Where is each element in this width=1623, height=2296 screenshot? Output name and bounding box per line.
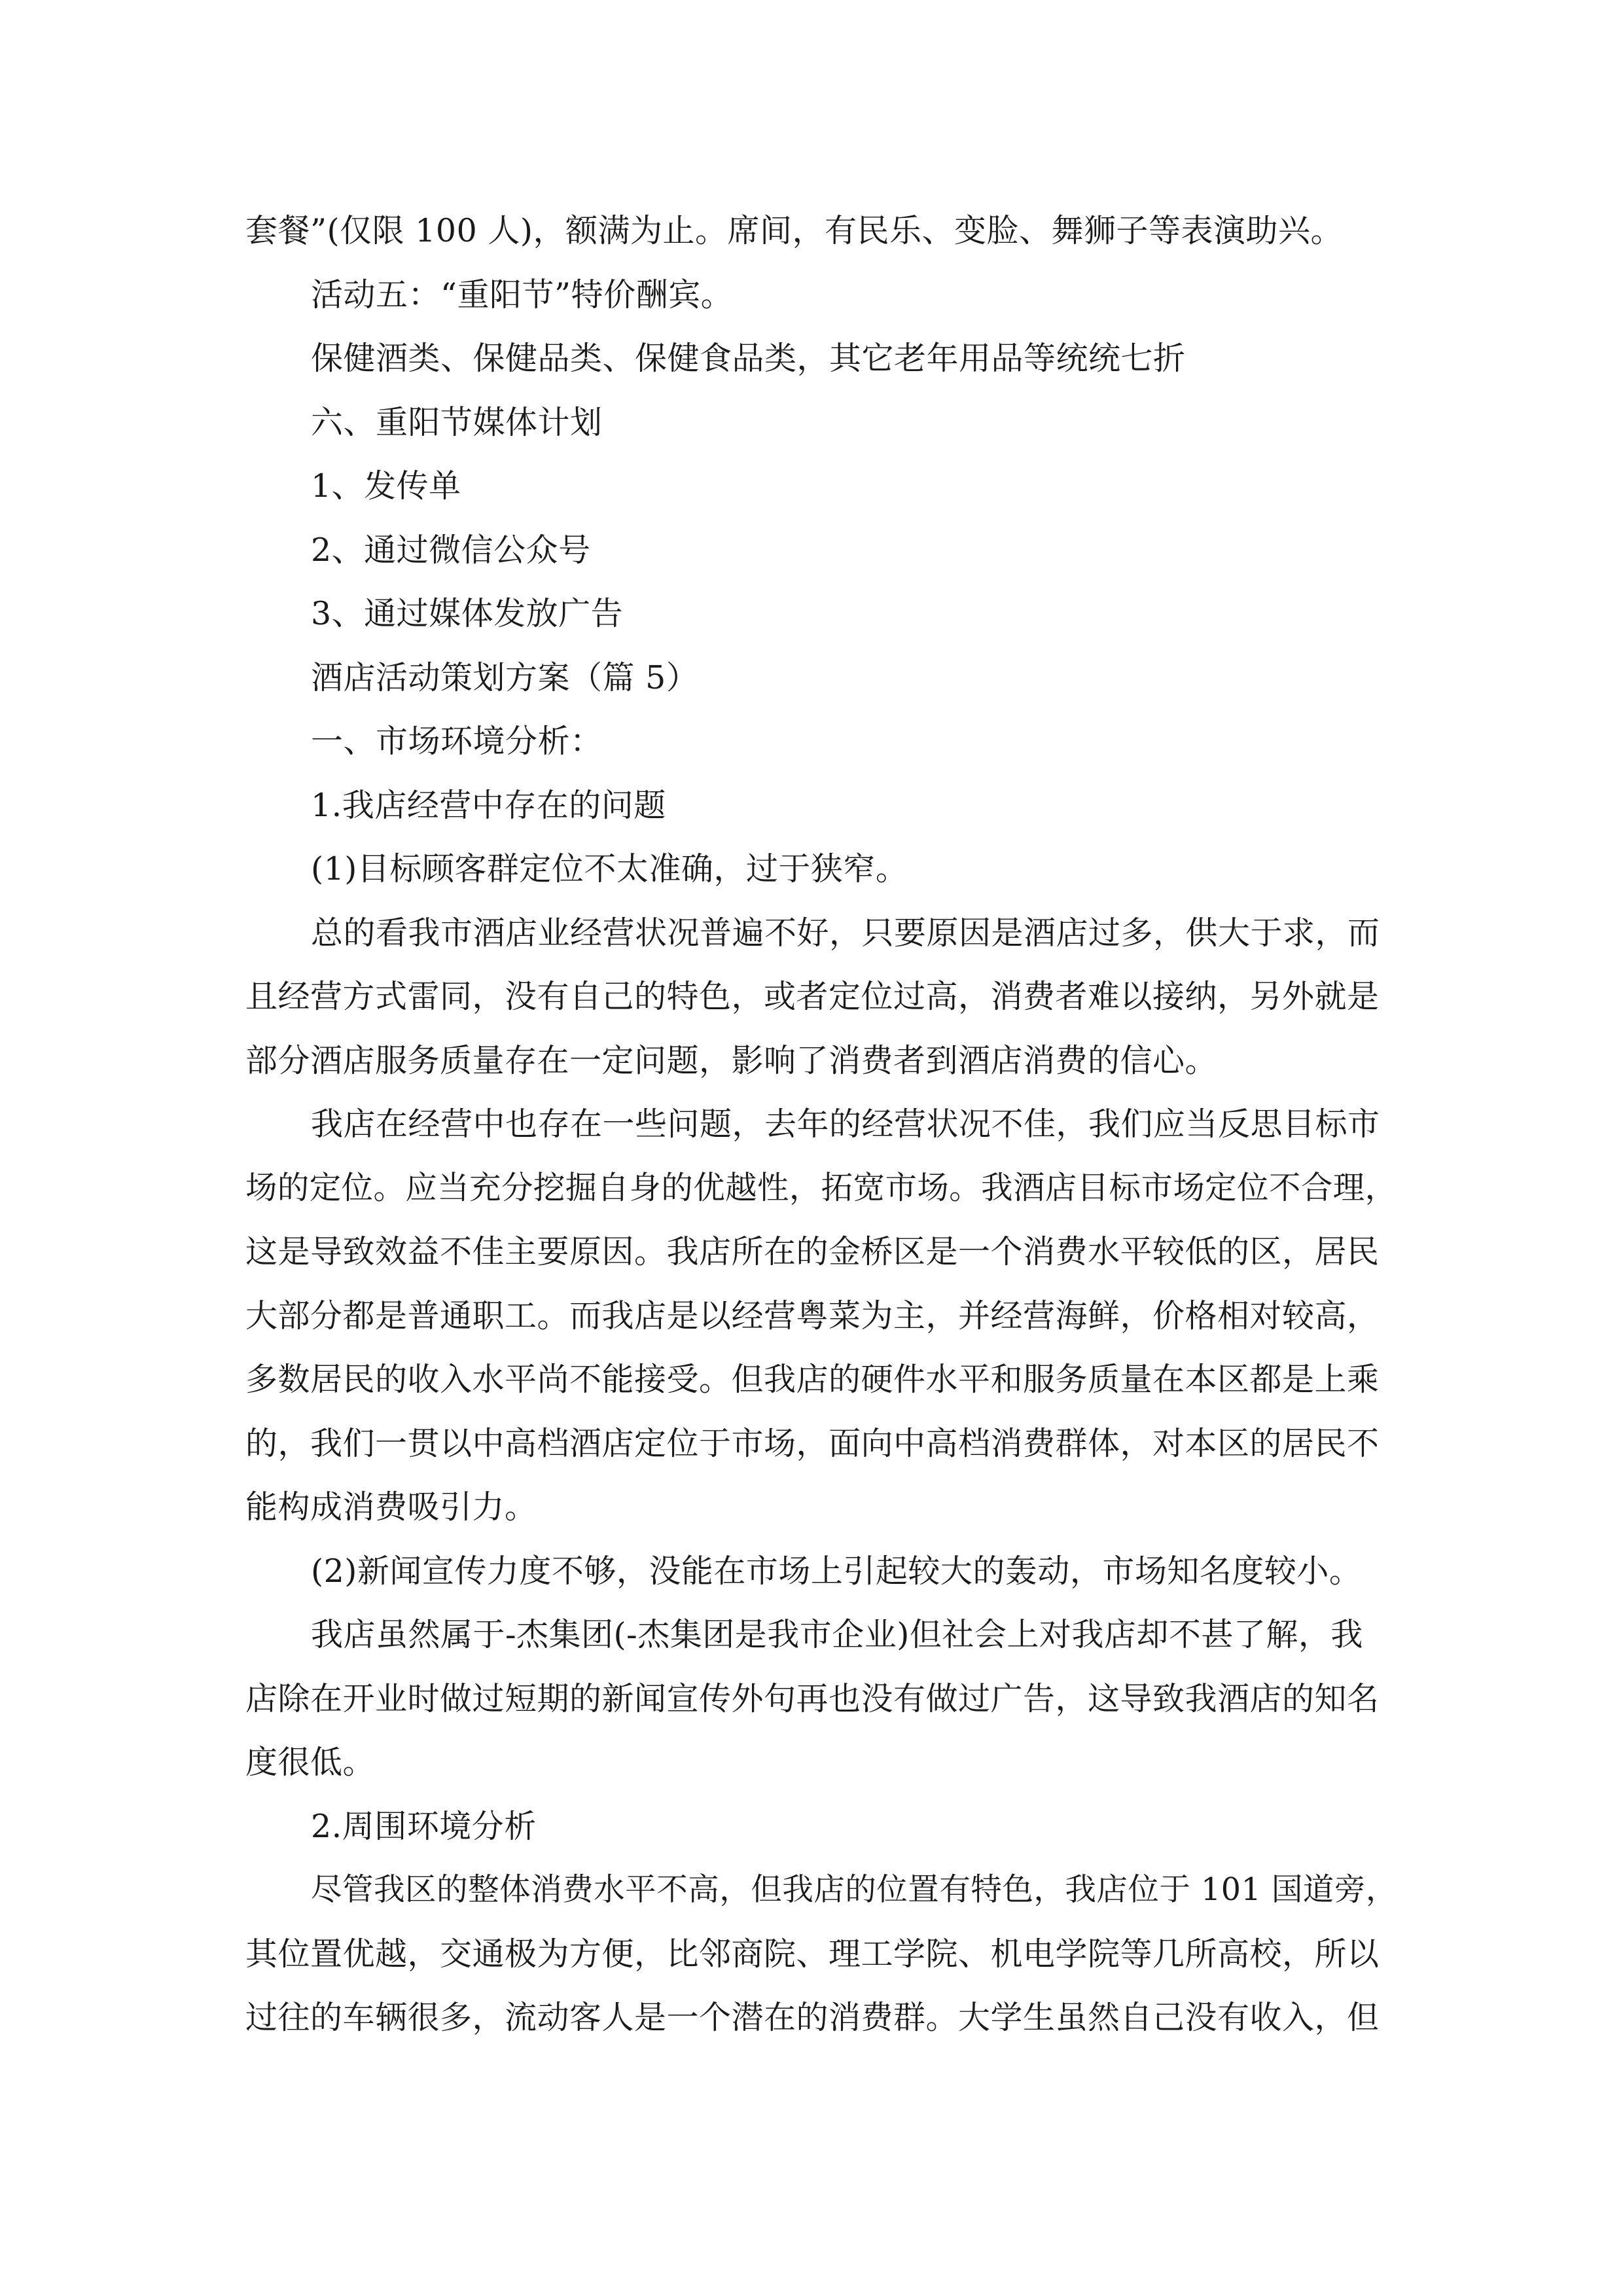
text-line: 的，我们一贯以中高档酒店定位于市场，面向中高档消费群体，对本区的居民不 [245,1424,1380,1462]
text-line: 其位置优越，交通极为方便，比邻商院、理工学院、机电学院等几所高校，所以 [245,1935,1380,1973]
text-line: 多数居民的收入水平尚不能接受。但我店的硬件水平和服务质量在本区都是上乘 [245,1361,1380,1398]
text-line: 一、市场环境分析： [311,723,603,760]
text-line: 度很低。 [245,1744,376,1781]
text-line: 这是导致效益不佳主要原因。我店所在的金桥区是一个消费水平较低的区，居民 [245,1233,1380,1270]
text-line: 且经营方式雷同，没有自己的特色，或者定位过高，消费者难以接纳，另外就是 [245,978,1380,1015]
text-line: 部分酒店服务质量存在一定问题，影响了消费者到酒店消费的信心。 [245,1041,1218,1079]
text-line: 1、发传单 [311,467,461,505]
text-line: 场的定位。应当充分挖掘自身的优越性，拓宽市场。我酒店目标市场定位不合理， [245,1169,1397,1206]
text-line: 大部分都是普通职工。而我店是以经营粤菜为主，并经营海鲜，价格相对较高， [245,1297,1380,1335]
text-line: 尽管我区的整体消费水平不高，但我店的位置有特色，我店位于 101 国道旁， [311,1872,1397,1908]
text-line: 店除在开业时做过短期的新闻宣传外句再也没有做过广告，这导致我酒店的知名 [245,1679,1380,1717]
text-line: (2)新闻宣传力度不够，没能在市场上引起较大的轰动，市场知名度较小。 [311,1552,1362,1590]
text-line: (1)目标顾客群定位不太准确，过于狭窄。 [311,850,908,888]
text-line: 能构成消费吸引力。 [245,1488,537,1526]
text-line: 我店在经营中也存在一些问题，去年的经营状况不佳，我们应当反思目标市 [311,1105,1380,1143]
text-line: 酒店活动策划方案（篇 5） [311,658,699,696]
text-line: 套餐”(仅限 100 人)，额满为止。席间，有民乐、变脸、舞狮子等表演助兴。 [245,212,1343,249]
text-line: 过往的车辆很多，流动客人是一个潜在的消费群。大学生虽然自己没有收入，但 [245,1999,1380,2036]
text-line: 六、重阳节媒体计划 [311,403,603,441]
text-line: 活动五：“重阳节”特价酬宾。 [311,276,734,314]
text-line: 我店虽然属于-杰集团(-杰集团是我市企业)但社会上对我店却不甚了解，我 [311,1616,1363,1653]
text-line: 保健酒类、保健品类、保健食品类，其它老年用品等统统七折 [311,340,1186,377]
document-body [245,199,1397,2050]
text-line: 2.周围环境分析 [311,1807,537,1845]
text-line: 3、通过媒体发放广告 [311,595,624,632]
text-line: 1.我店经营中存在的问题 [311,786,666,824]
text-line: 2、通过微信公众号 [311,531,591,569]
text-line: 总的看我市酒店业经营状况普遍不好，只要原因是酒店过多，供大于求，而 [311,914,1380,952]
